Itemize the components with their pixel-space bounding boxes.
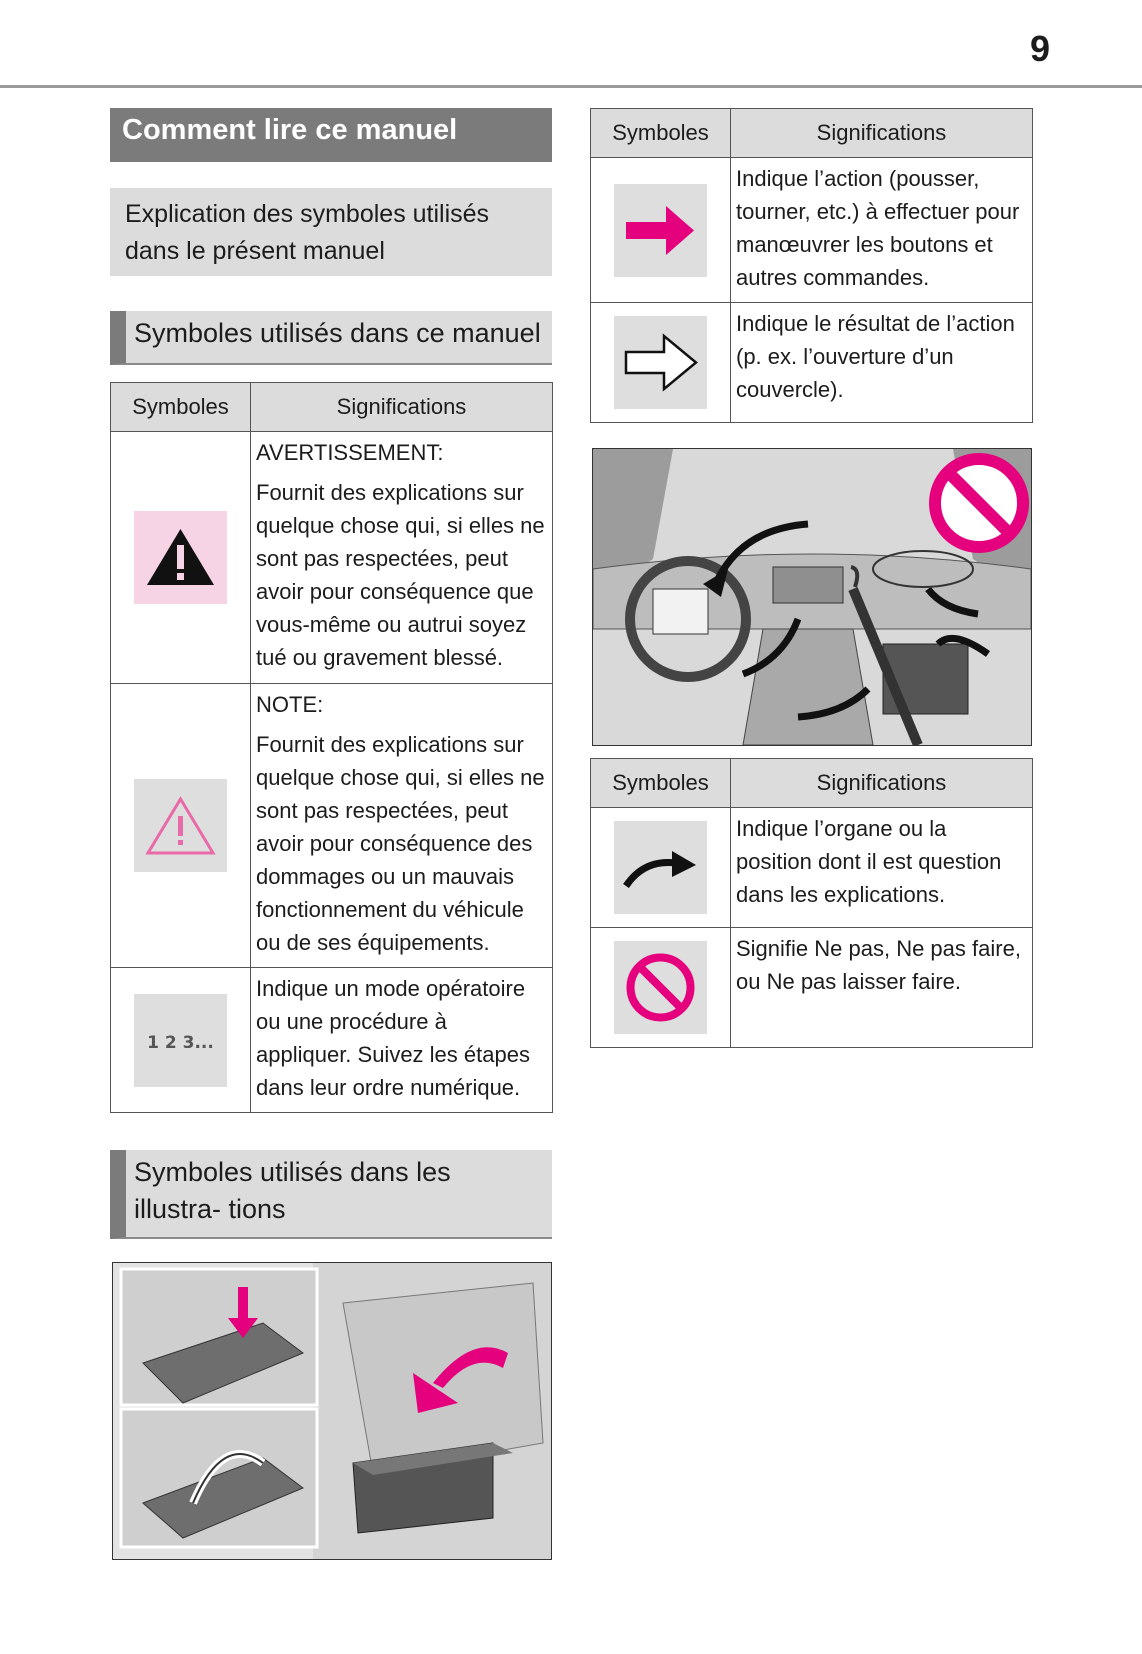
caution-triangle-outline-icon bbox=[134, 779, 227, 872]
symbols-table-indicators bbox=[590, 758, 1033, 1048]
armrest-illustration bbox=[112, 1262, 552, 1560]
warning-label: AVERTISSEMENT: bbox=[256, 440, 444, 465]
table-row bbox=[591, 808, 1033, 928]
top-rule bbox=[0, 85, 1142, 88]
curved-black-arrow-icon bbox=[614, 821, 707, 914]
outline-arrow-icon bbox=[614, 316, 707, 409]
table-header-meanings: Significations bbox=[251, 383, 553, 432]
prohibition-description: Signifie Ne pas, Ne pas faire, ou Ne pas laisser faire. bbox=[736, 936, 1021, 994]
table-header-symbols: Symboles bbox=[111, 383, 251, 432]
symbols-table-arrows bbox=[590, 108, 1033, 423]
steps-123-icon bbox=[134, 994, 227, 1087]
section-heading-illustration-symbols: Symboles utilisés dans les illustra- tions bbox=[110, 1150, 552, 1239]
action-arrow-description: Indique l’action (pousser, tourner, etc.) à effectuer pour manœuvrer les boutons et autres commandes. bbox=[736, 166, 1020, 290]
section-heading-manual-symbols: Symboles utilisés dans ce manuel bbox=[110, 311, 552, 365]
steps-icon-text: 1 2 3... bbox=[147, 1032, 214, 1053]
table-row bbox=[111, 968, 553, 1113]
table-row bbox=[591, 928, 1033, 1048]
pink-filled-arrow-icon bbox=[614, 184, 707, 277]
table-header-meanings: Significations bbox=[731, 759, 1033, 808]
table-row bbox=[111, 684, 553, 968]
result-arrow-description: Indique le résultat de l’action (p. ex. l’ouverture d’un couvercle). bbox=[736, 311, 1015, 402]
prohibition-icon bbox=[614, 941, 707, 1034]
note-label: NOTE: bbox=[256, 692, 324, 717]
note-description: Fournit des explications sur quelque chose qui, si elles ne sont pas respectées, peut avoir pour conséquence des dommages ou un mauvais fonctionnement du véhicule ou de ses équipements. bbox=[256, 732, 545, 955]
table-header-symbols: Symboles bbox=[591, 759, 731, 808]
table-row bbox=[591, 303, 1033, 423]
symbols-table-manual bbox=[110, 382, 553, 1113]
main-title: Comment lire ce manuel bbox=[110, 108, 552, 162]
warning-description: Fournit des explications sur quelque chose qui, si elles ne sont pas respectées, peut avoir pour conséquence que vous-même ou autrui soyez tué ou gravement blessé. bbox=[256, 480, 545, 670]
warning-triangle-filled-icon bbox=[134, 511, 227, 604]
subtitle: Explication des symboles utilisés dans le présent manuel bbox=[110, 188, 552, 276]
dashboard-illustration bbox=[592, 448, 1032, 746]
procedure-description: Indique un mode opératoire ou une procédure à appliquer. Suivez les étapes dans leur ordre numérique. bbox=[256, 976, 530, 1100]
table-header-meanings: Significations bbox=[731, 109, 1033, 158]
indicator-arrow-description: Indique l’organe ou la position dont il est question dans les explications. bbox=[736, 816, 1002, 907]
page-number: 9 bbox=[1030, 28, 1051, 69]
table-row bbox=[111, 432, 553, 684]
table-header-symbols: Symboles bbox=[591, 109, 731, 158]
table-row bbox=[591, 158, 1033, 303]
